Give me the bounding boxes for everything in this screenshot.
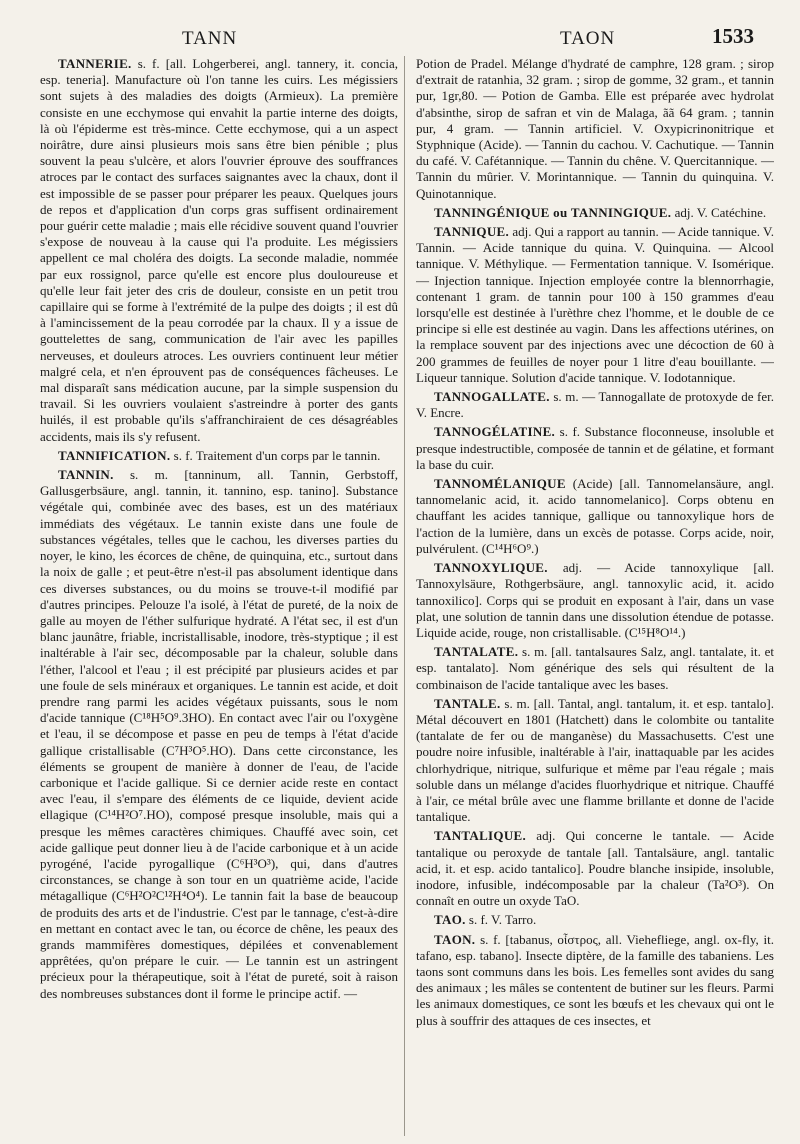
- entry-text: (Acide) [all. Tannomelansäure, angl. tannomelanic acid, it. acido tannomelanico]. Corps obtenu en chauffant les acides tannique, gallique ou tannoxylique hors de l'action de la lumière, dans un excès de potasse. Corps acide, noir, pulvérulent. (C¹⁴H⁶O⁹.): [416, 476, 774, 556]
- entry-text: s. m. — Tannogallate de protoxyde de fer. V. Encre.: [416, 389, 774, 421]
- dictionary-entry: [416, 828, 774, 909]
- dictionary-entry: [40, 467, 398, 1002]
- entry-headword: TANNOMÉLANIQUE: [434, 476, 566, 492]
- running-head: [0, 24, 800, 54]
- entry-headword: TAO.: [434, 912, 466, 928]
- entry-headword: TAON.: [434, 931, 476, 947]
- entry-headword: TANTALE.: [434, 695, 501, 711]
- dictionary-entry: [416, 912, 774, 928]
- dictionary-entry: [416, 56, 774, 202]
- entry-headword: TANNIQUE.: [434, 224, 510, 240]
- entry-headword: TANNINGÉNIQUE ou TANNINGIQUE.: [434, 204, 672, 220]
- entry-text: adj. Qui concerne le tantale. — Acide tantalique ou peroxyde de tantale [all. Tantalsäure, angl. tantalic acid, it. et esp. acido tantalico]. Poudre blanche insipide, insoluble, inodore, infusible, indécomposable par la chaleur (Ta²O³). On connaît en outre un oxyde TaO.: [416, 828, 774, 909]
- entry-text: s. m. [all. tantalsaures Salz, angl. tantalate, it. et esp. tantalato]. Nom générique des sels qui résultent de la combinaison de l'acide tantalique avec les bases.: [416, 644, 774, 692]
- entry-text: s. f. V. Tarro.: [468, 912, 537, 928]
- entry-text: adj. — Acide tannoxylique [all. Tannoxylsäure, Rothgerbsäure, angl. tannoxylic acid, it. acido tannoxilico]. Corps qui se produit en exposant à l'air, dans un vase plat, une solution de tannin dans une dissolution étendue de potasse. Liquide acide, rouge, non cristallisable. (C¹⁵H⁸O¹⁴.): [416, 560, 774, 640]
- page-number: 1533: [712, 24, 754, 48]
- entry-text: s. f. [all. Lohgerberei, angl. tannery, it. concia, esp. teneria]. Manufacture où l'on tanne les cuirs. Les mégissiers sont sujets à des maladies des doigts (Armieux). La première consiste en une ecchymose qui envahit la partie interne des doigts, là où l'épiderme est très-mince. Cette ecchymose, qui a un aspect noirâtre, dure ainsi plusieurs mois sans être bien pénible ; plus souvent la peau s'ulcère, et alors l'ouvrier éprouve des souffrances atroces par le contact des surfaces saignantes avec la chaux, dont il est impossible de se passer pour préparer les peaux. Quelques jours de repos et d'application d'un corps gras suffisent ordinairement pour guérir cette maladie ; mais elle récidive souvent quand l'ouvrier s'expose de nouveau à la cause qui l'a produite. Les mégissiers appellent ce mal choléra des doigts. La seconde maladie, nommée par eux rossignol, parce qu'elle est encore plus douloureuse et qu'elle leur fait jeter des cris de douleur, consiste en un petit trou capillaire qui se forme à l'extrémité de la pulpe des doigts ; il est dû à l'amincissement de la peau corrodée par la chaux. Il y a issue de gouttelettes de sang, communication de l'air avec les papilles nerveuses, et douleurs atroces. Les ouvriers continuent leur métier malgré cela, et n'en éprouvent pas de conséquences fâcheuses. Le mal disparaît sans médication aucune, par la simple suspension du travail. Si les ouvriers voulaient s'astreindre à porter des gants huilés, il est probable qu'ils s'affranchiraient de ces désagréables accidents, mais ils s'y refusent.: [40, 56, 398, 444]
- dictionary-entry: [416, 224, 774, 386]
- entry-headword: TANNOXYLIQUE.: [434, 560, 548, 576]
- entry-headword: TANNOGALLATE.: [434, 389, 550, 405]
- entry-headword: TANNERIE.: [58, 56, 132, 71]
- dictionary-entry: [416, 560, 774, 641]
- column-divider: [404, 56, 405, 1136]
- dictionary-entry: [40, 56, 398, 445]
- entry-headword: TANNIN.: [58, 467, 114, 483]
- left-column: [40, 56, 398, 1136]
- entry-headword: TANTALATE.: [434, 644, 519, 660]
- dictionary-entry: [416, 424, 774, 473]
- dictionary-entry: [416, 644, 774, 693]
- dictionary-entry: [416, 476, 774, 557]
- entry-text: adj. V. Catéchine.: [674, 204, 767, 220]
- entry-headword: TANNOGÉLATINE.: [434, 424, 556, 440]
- right-column: [416, 56, 774, 1136]
- entry-text: adj. Qui a rapport au tannin. — Acide tannique. V. Tannin. — Acide tannique du quina. V. Quinquina. — Alcool tannique. V. Méthylique. — Fermentation tannique. V. Isomérique. — Injection tannique. Injection employée contre la blennorrhagie, contenant 1 gram. de tannin pour 100 à 150 grammes d'eau lorsqu'elle est destinée à l'urèthre chez l'homme, et le double de ce principe si elle est destinée au vagin. Dans les affections utérines, on la remplace souvent par des injections avec une décoction de 60 à 200 grammes de feuilles de noyer pour 1 litre d'eau bouillante. — Liqueur tannique. Solution d'acide tannique. V. Iodotannique.: [416, 224, 774, 385]
- dictionary-entry: [416, 932, 774, 1029]
- entry-text: s. f. Substance floconneuse, insoluble et presque indestructible, composée de tannin et de gélatine, et formant la base du cuir.: [416, 424, 774, 472]
- entry-headword: TANNIFICATION.: [58, 447, 171, 463]
- entry-text: s. m. [all. Tantal, angl. tantalum, it. et esp. tantalo]. Métal découvert en 1801 (Hatchett) dans le colombite ou tantalite (tantalate de fer ou de manganèse) du Massachusetts. C'est une poudre noire infusible, inaltérable à l'air, inattaquable par les acides chlorhydrique, nitrique, sulfurique et même par l'eau régale ; mais soluble dans un mélange d'acides fluorhydrique et nitrique. Chauffé à l'air, ce métal brûle avec une flamme brillante et donne de l'acide tantalique.: [416, 695, 774, 825]
- entry-text: s. m. [tanninum, all. Tannin, Gerbstoff, Gallusgerbsäure, angl. tannin, it. tannino, esp. tanino]. Substance végétale qui, combinée avec des bases, est un des matériaux immédiats des végétaux. Le tannin existe dans une foule de substances végétales, telles que le cachou, les diverses parties du noyer, le kino, les écorces de chêne, de quinquina, etc., surtout dans la noix de galle ; et peut-être n'est-il pas absolument identique dans ces diverses substances, ou du moins se trouve-t-il modifié par d'autres principes. Pelouze l'a isolé, à l'état de pureté, de la noix de galle au moyen de l'éther sulfurique hydraté. A l'état sec, il est d'un blanc jaunâtre, friable, incristallisable, inodore, très-styptique ; il est inaltérable à l'air sec, décomposable par la chaleur, soluble dans l'éther, l'alcool et l'eau ; il est précipité par plusieurs acides et par une foule de sels minéraux et organiques. Le tannin est acide, et doit prendre rang parmi les acides végétaux puissants, sous le nom d'acide tannique (C¹⁸H⁵O⁹.3HO). En contact avec l'air ou l'oxygène et l'eau, il se décompose et passe en peu de temps à l'état d'acide gallique cristallisable (C⁷H³O⁵.HO). Dans cette circonstance, les éléments se groupent de manière à donner de l'eau, de l'acide carbonique et l'acide gallique. Si ce dernier acide reste en contact avec l'eau, il s'empare des éléments de ce liquide, devient acide ellagique (C¹⁴H²O⁷.HO), composé presque insoluble, mais qui a presque les mêmes caractères chimiques. Chauffé avec soin, cet acide gallique peut donner lieu à de l'acide carbonique et à un acide pyrogéné, l'acide pyrogallique (C⁶H³O³), qui, dans d'autres circonstances, se change à son tour en un quatrième acide, l'acide métagallique (C⁶H²O²C¹²H⁴O⁴). Le tannin fait la base de beaucoup de produits des arts et de l'industrie. C'est par le tannage, c'est-à-dire en mettant en contact avec le tan, ou écorce de chêne, les peaux des grands mammifères domestiques, dépilées et convenablement apprêtées, qu'on prépare le cuir. — Le tannin est un astringent précieux pour la thérapeutique, soit à l'état de pureté, soit à raison des nombreuses substances dont il forme le principe actif. —: [40, 467, 398, 1001]
- entry-text: Potion de Pradel. Mélange d'hydraté de camphre, 128 gram. ; sirop d'extrait de ratanhia, 32 gram. ; sirop de gomme, 32 gram., et tannin pur, 1gr,80. — Potion de Gamba. Elle est préparée avec hydrolat d'absinthe, sirop de safran et vin de Malaga, ãã 64 gram. ; tannin pur, 4 gram. — Tannin artificiel. V. Oxypicrinonitrique et Styphnique (Acide). — Tannin du cachou. V. Cachutique. — Tannin du café. V. Cafétannique. — Tannin du chêne. V. Quercitannique. — Tannin du mûrier. V. Morintannique. — Tannin du quinquina. V. Quinotannique.: [416, 56, 774, 201]
- dictionary-entry: [416, 389, 774, 421]
- dictionary-entry: [40, 448, 398, 464]
- entry-text: s. f. [tabanus, οἶστρος, all. Viehefliege, angl. ox-fly, it. tafano, esp. tabano]. Insecte diptère, de la famille des tabaniens. Les taons sont communs dans les bois. Les femelles sont avides du sang des animaux ; les mâles se contentent de butiner sur les fleurs. Parmi les animaux domestiques, ce sont les bœufs et les chevaux qui ont le plus à souffrir des attaques de ces insectes, et: [416, 931, 774, 1028]
- entry-headword: TANTALIQUE.: [434, 828, 527, 844]
- entry-text: s. f. Traitement d'un corps par le tannin.: [173, 447, 381, 463]
- right-guide-word: TAON: [560, 28, 616, 49]
- dictionary-entry: [416, 205, 774, 221]
- left-guide-word: TANN: [182, 28, 238, 49]
- dictionary-entry: [416, 696, 774, 826]
